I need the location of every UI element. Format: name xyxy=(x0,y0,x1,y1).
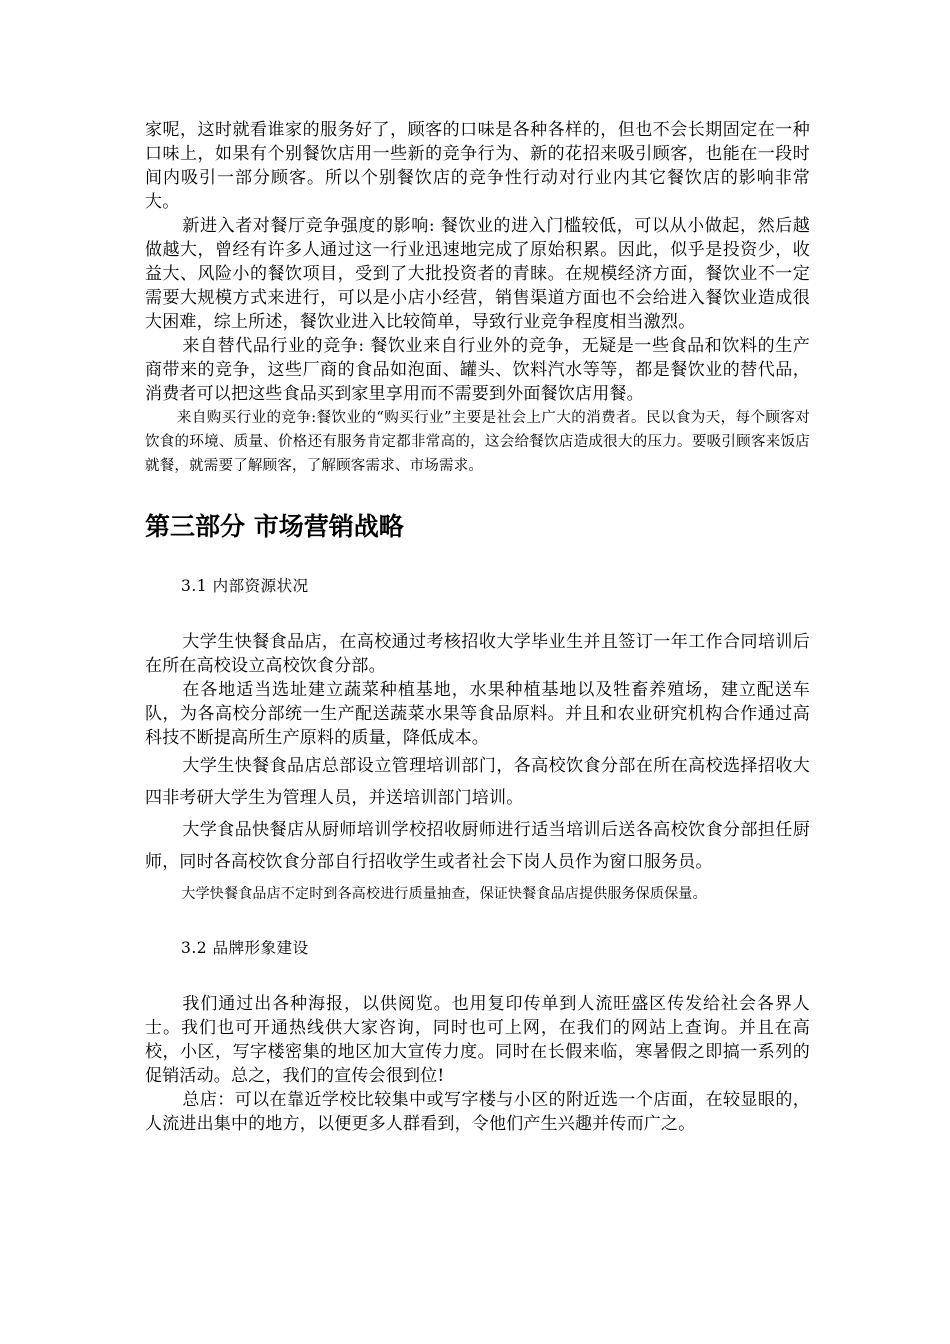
paragraph-buyers: 来自购买行业的竞争:餐饮业的“购买行业”主要是社会上广大的消费者。民以食为天，每个顾客对饮食的环境、质量、价格还有服务肯定都非常高的，这会给餐饮店造成很大的压力。要吸引顾客来饭店就餐，就需要了解顾客，了解顾客需求、市场需求。 xyxy=(145,410,810,474)
document-page xyxy=(145,118,810,1136)
section-title: 第三部分 市场营销战略 xyxy=(145,512,404,541)
paragraph-new-entrants: 新进入者对餐厅竞争强度的影响: 餐饮业的进入门槛较低，可以从小做起，然后越做越大，曾经有许多人通过这一行业迅速地完成了原始积累。因此，似乎是投资少，收益大、风险小的餐饮项目，受到了大批投资者的青睐。在规模经济方面，餐饮业不一定需要大规模方式来进行，可以是小店小经营，销售渠道方面也不会给进入餐饮业造成很大困难，综上所述，餐饮业进入比较简单，导致行业竞争程度相当激烈。 xyxy=(145,216,810,332)
paragraph-internal-3: 大学生快餐食品店总部设立管理培训部门，各高校饮食分部在所在高校选择招收大四非考研大学生为管理人员，并送培训部门培训。 xyxy=(145,756,810,808)
paragraph-substitutes: 来自替代品行业的竞争: 餐饮业来自行业外的竞争，无疑是一些食品和饮料的生产商带来的竞争，这些厂商的食品如泡面、罐头、饮料汽水等等，都是餐饮业的替代品，消费者可以把这些食品买到家里享用而不需要到外面餐饮店用餐。 xyxy=(145,336,810,404)
paragraph-continuation: 家呢，这时就看谁家的服务好了，顾客的口味是各种各样的，但也不会长期固定在一种口味上，如果有个别餐饮店用一些新的竞争行为、新的花招来吸引顾客，也能在一段时间内吸引一部分顾客。所以个别餐饮店的竞争性行动对行业内其它餐饮店的影响非常大。 xyxy=(145,120,810,212)
subsection-title-brand-image: 3.2 品牌形象建设 xyxy=(181,939,309,957)
paragraph-internal-1: 大学生快餐食品店，在高校通过考核招收大学毕业生并且签订一年工作合同培训后在所在高校设立高校饮食分部。 xyxy=(145,632,810,676)
paragraph-internal-5: 大学快餐食品店不定时到各高校进行质量抽查，保证快餐食品店提供服务保质保量。 xyxy=(181,886,707,902)
paragraph-brand-1: 我们通过出各种海报，以供阅览。也用复印传单到人流旺盛区传发给社会各界人士。我们也可开通热线供大家咨询，同时也可上网，在我们的网站上查询。并且在高校，小区，写字楼密集的地区加大宣传力度。同时在长假来临，寒暑假之即搞一系列的促销活动。总之，我们的宣传会很到位! xyxy=(145,994,810,1086)
paragraph-internal-2: 在各地适当选址建立蔬菜种植基地，水果种植基地以及牲畜养殖场，建立配送车队，为各高校分部统一生产配送蔬菜水果等食品原料。并且和农业研究机构合作通过高科技不断提高所生产原料的质量，降低成本。 xyxy=(145,680,810,748)
subsection-title-internal-resources: 3.1 内部资源状况 xyxy=(181,577,309,595)
paragraph-brand-2: 总店：可以在靠近学校比较集中或写字楼与小区的附近选一个店面，在较显眼的，人流进出集中的地方，以便更多人群看到，令他们产生兴趣并传而广之。 xyxy=(145,1090,810,1134)
paragraph-internal-4: 大学食品快餐店从厨师培训学校招收厨师进行适当培训后送各高校饮食分部担任厨师，同时各高校饮食分部自行招收学生或者社会下岗人员作为窗口服务员。 xyxy=(145,820,810,872)
